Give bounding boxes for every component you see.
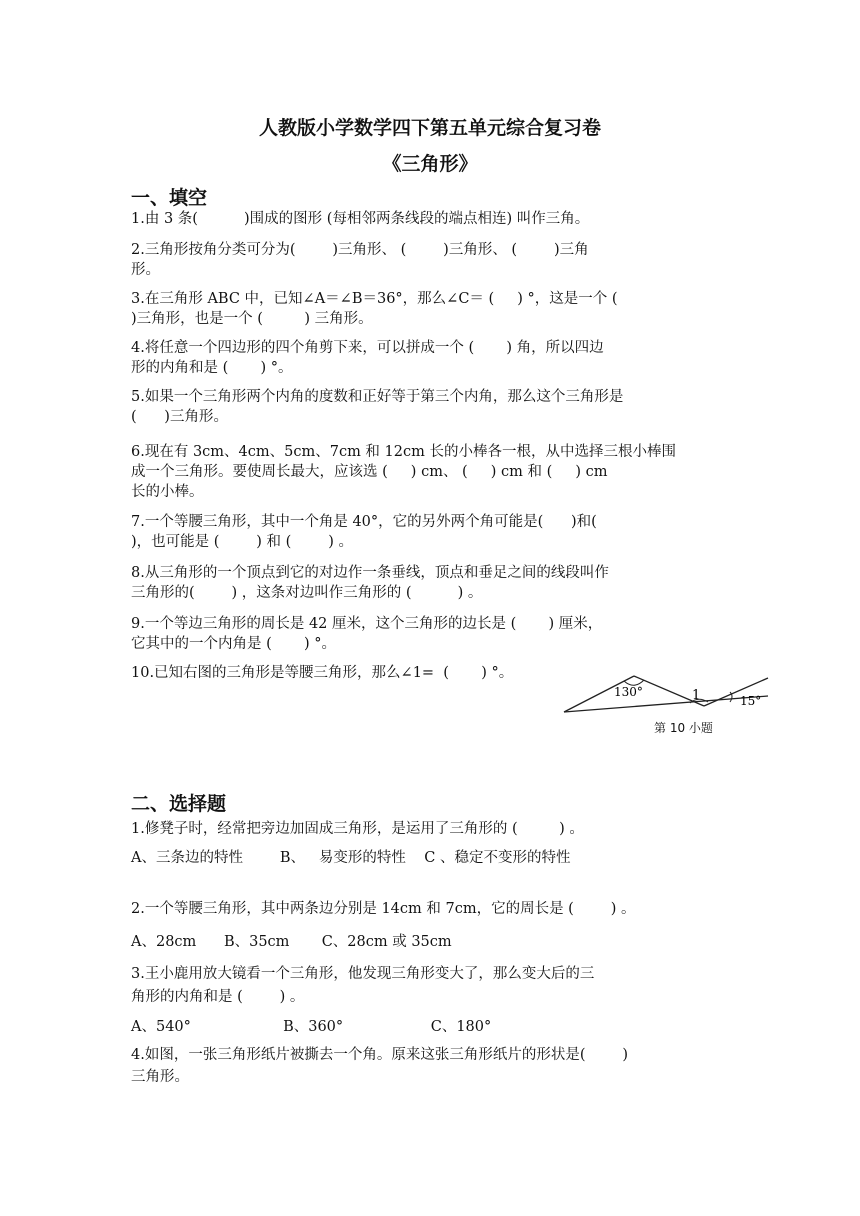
question-line: 3.王小鹿用放大镜看一个三角形，他发现三角形变大了，那么变大后的三 (131, 966, 595, 982)
question-line: 1.由 3 条( )围成的图形 (每相邻两条线段的端点相连) 叫作三角。 (131, 211, 590, 227)
question-line: 7.一个等腰三角形，其中一个角是 40°，它的另外两个角可能是( )和( (131, 514, 597, 530)
question-line: ( )三角形。 (131, 409, 228, 425)
option-line: A、540° B、360° C、180° (131, 1019, 492, 1035)
question-line: 8.从三角形的一个顶点到它的对边作一条垂线，顶点和垂足之间的线段叫作 (131, 565, 609, 581)
angle-1-label: 1 (692, 688, 701, 703)
angle-15-label: 15° (740, 694, 762, 708)
page-subtitle: 《三角形》 (382, 153, 478, 175)
section-choice-heading: 二、选择题 (131, 793, 227, 815)
question-line: 4.将任意一个四边形的四个角剪下来，可以拼成一个 ( ) 角，所以四边 (131, 340, 604, 356)
question-line: 2.三角形按角分类可分为( )三角形、 ( )三角形、 ( )三角 (131, 242, 589, 258)
question-line: 3.在三角形 ABC 中，已知∠A＝∠B＝36°，那么∠C＝ ( ) °，这是一个 ( (131, 291, 618, 307)
question-line: 三角形。 (131, 1069, 189, 1085)
section-fill-blank-heading: 一、填空 (131, 187, 208, 209)
question-line: 长的小棒。 (131, 484, 204, 500)
question-line: 1.修凳子时，经常把旁边加固成三角形，是运用了三角形的 ( ) 。 (131, 821, 584, 837)
page-title: 人教版小学数学四下第五单元综合复习卷 (258, 117, 601, 139)
question-line: 形。 (131, 262, 160, 278)
option-line: A、28cm B、35cm C、28cm 或 35cm (131, 934, 452, 950)
question-line: 5.如果一个三角形两个内角的度数和正好等于第三个内角，那么这个三角形是 (131, 389, 624, 405)
question-line: 6.现在有 3cm、4cm、5cm、7cm 和 12cm 长的小棒各一根，从中选择三根小棒围 (131, 444, 676, 460)
question-line: 成一个三角形。要使周长最大，应该选 ( ) cm、 ( ) cm 和 ( ) cm (131, 464, 608, 480)
question-line: )三角形，也是一个 ( ) 三角形。 (131, 311, 373, 327)
angle-130-label: 130° (614, 685, 643, 699)
question-line: 形的内角和是 ( ) °。 (131, 360, 293, 376)
question-line: 三角形的( ) ，这条对边叫作三角形的 ( ) 。 (131, 585, 483, 601)
isosceles-triangle-figure (558, 666, 770, 718)
question-line: 角形的内角和是 ( ) 。 (131, 989, 305, 1005)
option-line: A、三条边的特性 B、 易变形的特性 C 、稳定不变形的特性 (131, 850, 571, 866)
question-line: 9.一个等边三角形的周长是 42 厘米，这个三角形的边长是 ( ) 厘米， (131, 616, 603, 632)
question-line: 10.已知右图的三角形是等腰三角形，那么∠1= ( ) °。 (131, 665, 514, 681)
question-line: 它其中的一个内角是 ( ) °。 (131, 636, 337, 652)
question-line: )，也可能是 ( ) 和 ( ) 。 (131, 534, 353, 550)
question-line: 2.一个等腰三角形，其中两条边分别是 14cm 和 7cm，它的周长是 ( ) 。 (131, 901, 636, 917)
figure-caption: 第 10 小题 (654, 721, 713, 735)
question-line: 4.如图，一张三角形纸片被撕去一个角。原来这张三角形纸片的形状是( ) (131, 1047, 629, 1063)
